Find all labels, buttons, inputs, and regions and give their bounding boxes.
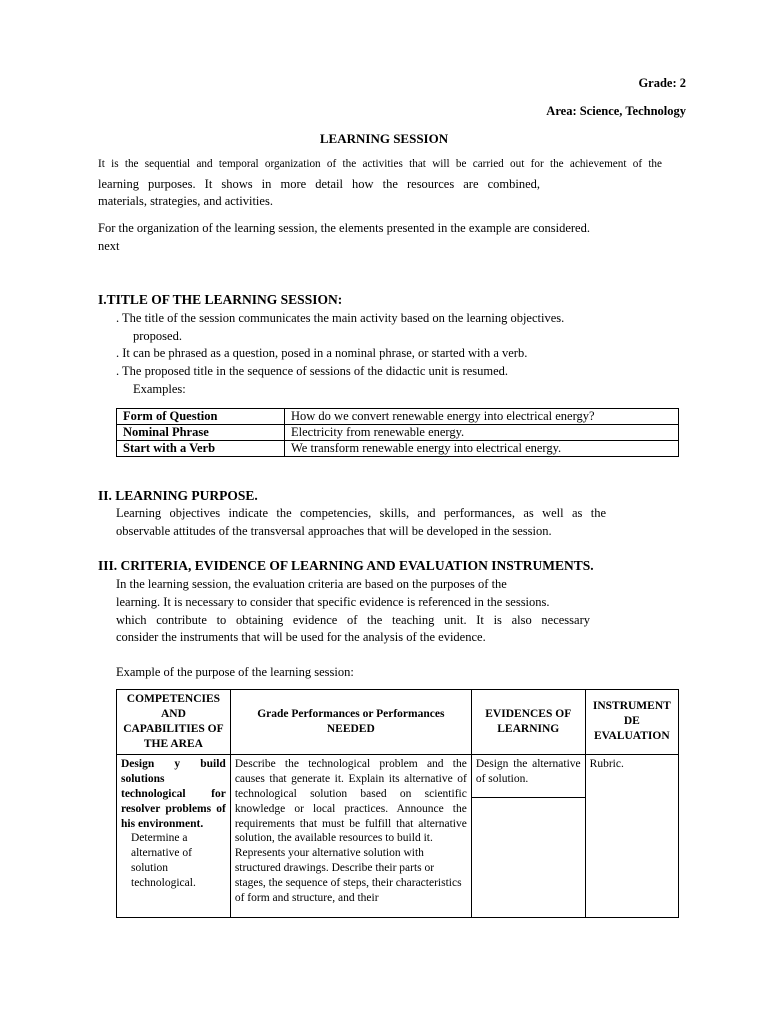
intro-line-2: learning purposes. It shows in more detail how the resources are combined, bbox=[98, 177, 540, 191]
section-1-bullet-1b: proposed. bbox=[133, 329, 182, 343]
intro-line-1: It is the sequential and temporal organization of the activities that will be carried out for the achievement of the bbox=[98, 158, 662, 170]
table-cell: Form of Question bbox=[117, 409, 285, 425]
section-1-bullet-3: . The proposed title in the sequence of sessions of the didactic unit is resumed. bbox=[116, 364, 509, 378]
header-instrument: INSTRUMENT DE EVALUATION bbox=[585, 690, 678, 755]
area-label: Area: Science, Technology bbox=[546, 104, 686, 118]
grade-label: Grade: 2 bbox=[638, 76, 686, 90]
section-3-heading: III. CRITERIA, EVIDENCE OF LEARNING AND EVALUATION INSTRUMENTS. bbox=[98, 558, 594, 573]
header-competencies: COMPETENCIES AND CAPABILITIES OF THE AREA bbox=[117, 690, 231, 755]
section-2-line-1: Learning objectives indicate the competencies, skills, and performances, as well as the bbox=[116, 506, 606, 520]
table-row bbox=[117, 425, 679, 441]
evidence-cell bbox=[471, 754, 585, 917]
table-cell: Start with a Verb bbox=[117, 441, 285, 457]
section-1-bullet-2: . It can be phrased as a question, posed in a nominal phrase, or started with a verb. bbox=[116, 346, 528, 360]
table-cell: We transform renewable energy into electrical energy. bbox=[285, 441, 679, 457]
section-1-heading: I.TITLE OF THE LEARNING SESSION: bbox=[98, 292, 343, 307]
table-cell: Nominal Phrase bbox=[117, 425, 285, 441]
table-cell: Electricity from renewable energy. bbox=[285, 425, 679, 441]
section-3-line-1: In the learning session, the evaluation criteria are based on the purposes of the bbox=[116, 577, 507, 591]
header-evidences: EVIDENCES OF LEARNING bbox=[471, 690, 585, 755]
table-row bbox=[117, 409, 679, 425]
section-3-line-4: consider the instruments that will be used for the analysis of the evidence. bbox=[116, 630, 486, 644]
intro-line-4: For the organization of the learning session, the elements presented in the example are considered. bbox=[98, 221, 590, 235]
section-1-bullet-1: . The title of the session communicates the main activity based on the learning objectives. bbox=[116, 311, 565, 325]
section-2-line-2: observable attitudes of the transversal approaches that will be developed in the session. bbox=[116, 524, 552, 538]
purpose-table bbox=[116, 689, 679, 918]
section-3-line-2: learning. It is necessary to consider that specific evidence is referenced in the sessions. bbox=[116, 595, 550, 609]
performance-item: Describe the technological problem and the causes that generate it. Explain its alternative of technological solution based on scientific knowledge or local practices. Announce the requirements that must be fulfill that alternative solution, the available resources to build it. bbox=[234, 757, 467, 845]
table-row bbox=[117, 754, 679, 917]
example-purpose-label: Example of the purpose of the learning session: bbox=[116, 665, 354, 679]
instrument-cell: Rubric. bbox=[585, 754, 678, 917]
table-cell: How do we convert renewable energy into electrical energy? bbox=[285, 409, 679, 425]
intro-line-3: materials, strategies, and activities. bbox=[98, 194, 273, 208]
intro-line-5: next bbox=[98, 239, 120, 253]
performance-cell bbox=[230, 754, 471, 917]
performance-item: Represents your alternative solution with structured drawings. Describe their parts or stages, the sequence of steps, their characteristics of form and structure, and their bbox=[234, 847, 462, 905]
table-header-row bbox=[117, 690, 679, 755]
table-row bbox=[117, 441, 679, 457]
capability-text: Determine a alternative of solution technological. bbox=[131, 832, 196, 890]
examples-label: Examples: bbox=[133, 382, 186, 396]
header-performances: Grade Performances or Performances NEEDED bbox=[230, 690, 471, 755]
evidence-text: Design the alternative of solution. bbox=[472, 755, 585, 798]
competency-text: Design y build solutions technological for resolver problems of his environment. bbox=[121, 757, 226, 830]
title-examples-table bbox=[116, 408, 679, 457]
section-2-heading: II. LEARNING PURPOSE. bbox=[98, 488, 258, 503]
section-3-line-3: which contribute to obtaining evidence of the teaching unit. It is also necessary bbox=[116, 613, 590, 627]
page-title: LEARNING SESSION bbox=[319, 131, 449, 146]
competency-cell bbox=[117, 754, 231, 917]
